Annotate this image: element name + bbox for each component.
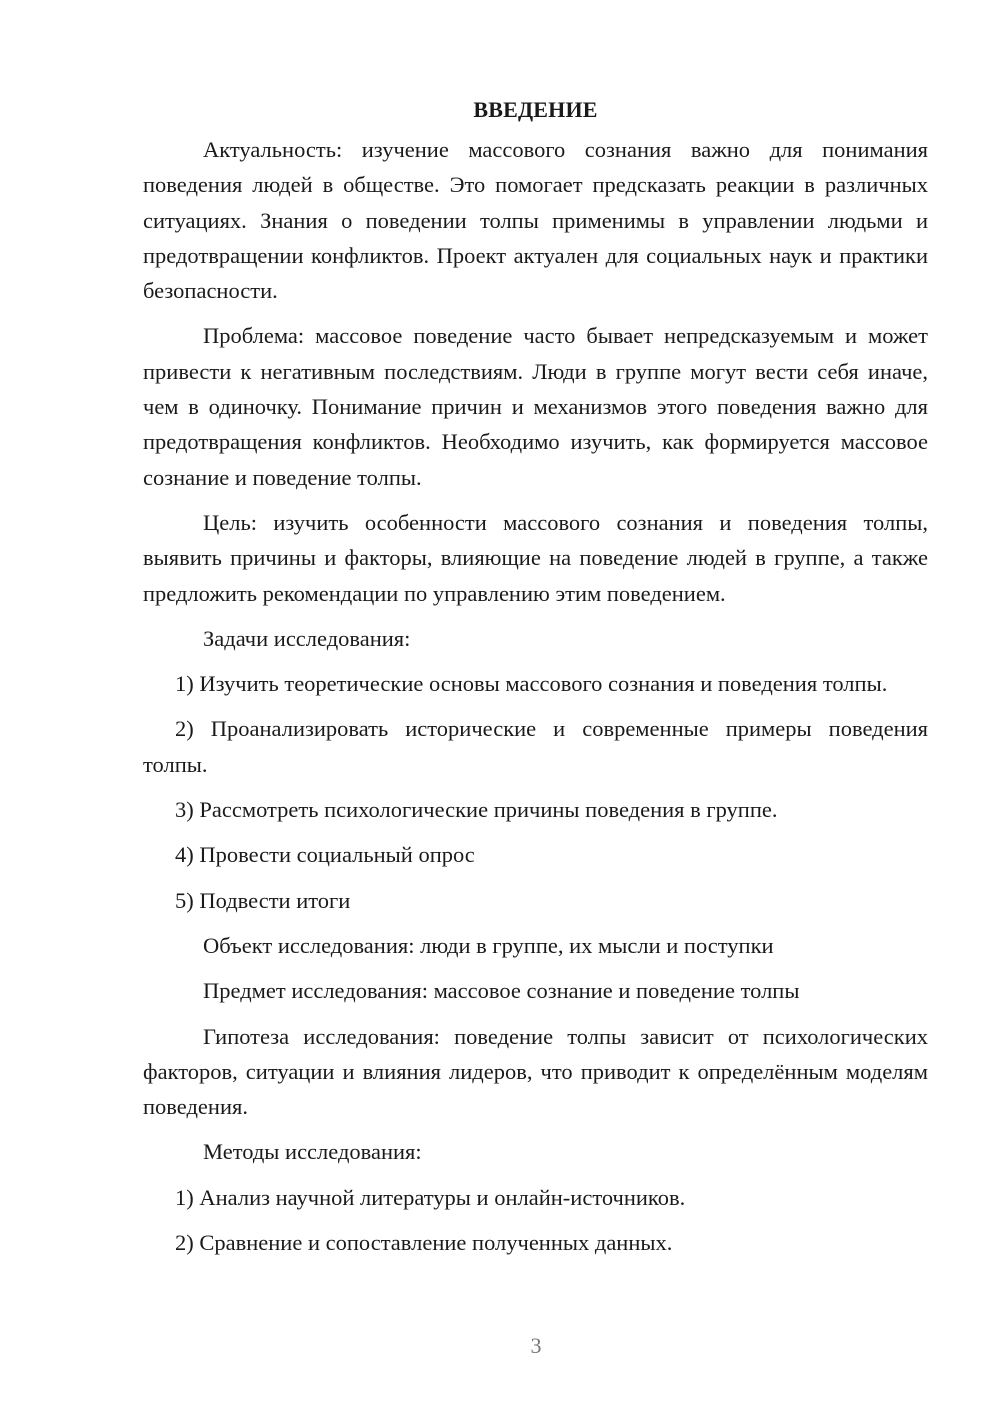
task-item-2: 2) Проанализировать исторические и современные примеры поведения толпы.	[143, 716, 928, 777]
document-page	[143, 92, 928, 1270]
task-item-4: 4) Провести социальный опрос	[175, 842, 475, 868]
relevance-paragraph: Актуальность: изучение массового сознания важно для понимания поведения людей в обществе. Это помогает предсказать реакции в различных ситуациях. Знания о поведении толпы применимы в управлении людьми и предотвращении конфликтов. Проект актуален для социальных наук и практики безопасности.	[143, 137, 928, 304]
tasks-heading: Задачи исследования:	[203, 625, 411, 651]
research-subject: Предмет исследования: массовое сознание и поведение толпы	[203, 978, 800, 1004]
methods-heading: Методы исследования:	[203, 1139, 422, 1165]
research-object: Объект исследования: люди в группе, их мысли и поступки	[203, 932, 774, 958]
goal-paragraph: Цель: изучить особенности массового сознания и поведения толпы, выявить причины и факторы, влияющие на поведение людей в группе, а также предложить рекомендации по управлению этим поведением.	[143, 509, 928, 606]
problem-paragraph: Проблема: массовое поведение часто бывает непредсказуемым и может привести к негативным последствиям. Люди в группе могут вести себя иначе, чем в одиночку. Понимание причин и механизмов этого поведения важно для предотвращения конфликтов. Необходимо изучить, как формируется массовое сознание и поведение толпы.	[143, 323, 928, 490]
task-item-3: 3) Рассмотреть психологические причины поведения в группе.	[175, 797, 778, 823]
task-item-5: 5) Подвести итоги	[175, 887, 351, 913]
method-item-2: 2) Сравнение и сопоставление полученных данных.	[175, 1230, 673, 1256]
task-item-1: 1) Изучить теоретические основы массового сознания и поведения толпы.	[175, 671, 888, 697]
hypothesis-paragraph: Гипотеза исследования: поведение толпы зависит от психологических факторов, ситуации и влияния лидеров, что приводит к определённым моделям поведения.	[143, 1023, 928, 1120]
page-number: 3	[530, 1333, 542, 1358]
section-title: ВВЕДЕНИЕ	[473, 97, 598, 122]
method-item-1: 1) Анализ научной литературы и онлайн-источников.	[175, 1184, 686, 1210]
